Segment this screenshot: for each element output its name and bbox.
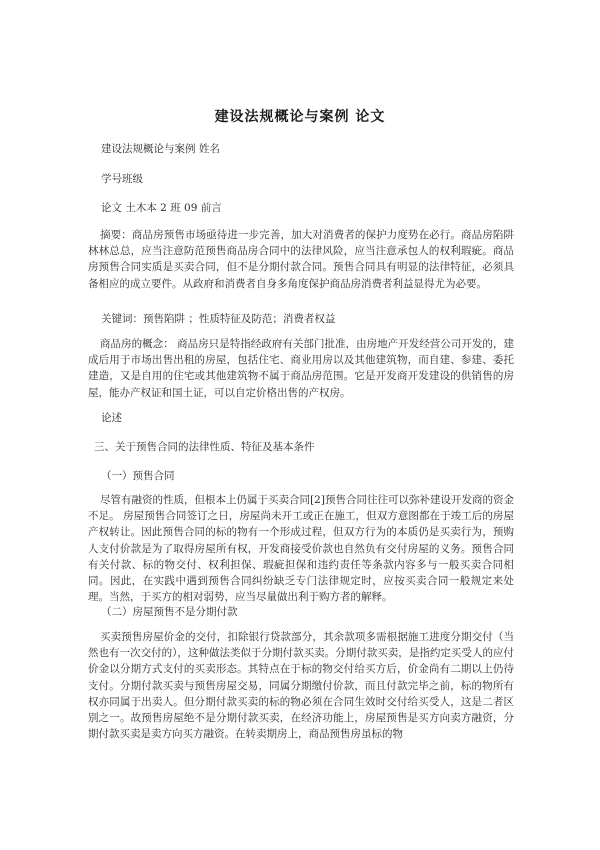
subsection-installment-heading: （二）房屋预售不是分期付款 — [101, 606, 238, 618]
presale-paragraph: 尽管有融资的性质，但根本上仍属于买卖合同[2]预售合同往往可以弥补建设开发商的资金不足。 房屋预售合同签订之日，房屋尚未开工或正在施工，但双方意图都在于竣工后的房屋产权转让。因此预售合同的标的物有一个形成过程，但双方行为的本质仍是买卖行为，预购人支付价款是为了取得房屋所有权，开发商接受价款也自然负有交付房屋的义务。预售合同有关付款、标的物交付、权利担保、瑕疵担保和违约责任等条款内容多与一般买卖合同相同。因此，在实践中遇到预售合同纠纷缺乏专门法律规定时，应按买卖合同一般规定来处理。当然，于买方的相对弱势，应当尽量做出利于购方者的解释。 — [88, 494, 514, 604]
document-title: 建设法规概论与案例 论文 — [214, 109, 386, 125]
student-class-line: 学号班级 — [101, 173, 143, 185]
definition-paragraph: 商品房的概念： 商品房只是特指经政府有关部门批准，由房地产开发经营公司开发的，建成后用于市场出售出租的房屋，包括住宅、商业用房以及其他建筑物，而自建、参建、委托建造，又是自用的住宅或其他建筑物不属于商品房范围。它是开发商开发建设的供销售的房屋，能办产权证和国土证，可以自定价格出售的产权房。 — [88, 338, 514, 399]
keywords-line: 关键词：预售陷阱 ；性质特征及防范；消费者权益 — [101, 313, 336, 325]
installment-paragraph: 买卖预售房屋价金的交付，扣除银行贷款部分，其余款项多需根据施工进度分期交付（当然也有一次交付的），这种做法类似于分期付款买卖。分期付款买卖，是指约定买受人的应付价金以分期方式支付的买卖形态。其特点在于标的物交付给买方后，价金尚有二期以上仍待支付。分期付款买卖与预售房屋交易，同属分期缴付价款，而且付款完毕之前，标的物所有权亦同属于出卖人。但分期付款买卖的标的物必须在合同生效时交付给买受人，这是二者区别之一。故预售房屋绝不是分期付款买卖，在经济功能上，房屋预售是买方向卖方融资，分期付款买卖是卖方向买方融资。在转卖期房上，商品预售房虽标的物 — [88, 631, 514, 741]
course-name-line: 建设法规概论与案例 姓名 — [101, 143, 220, 155]
section-3-heading: 三、关于预售合同的法律性质、特征及基本条件 — [94, 441, 315, 453]
paper-info-line: 论文 土木本 2 班 09 前言 — [101, 202, 222, 214]
abstract-paragraph: 摘要：商品房预售市场亟待进一步完善，加大对消费者的保护力度势在必行。商品房陷阱林林总总，应当注意防范预售商品房合同中的法律风险，应当注意承包人的权利瑕疵。商品房预售合同实质是买卖合同，但不是分期付款合同。预售合同具有明显的法律特征，必须具备相应的成立要件。从政府和消费者自身多角度保护商品房消费者利益显得尤为必要。 — [88, 229, 514, 290]
section-discussion-heading: 论述 — [101, 412, 122, 424]
subsection-presale-heading: （一）预售合同 — [101, 470, 175, 482]
